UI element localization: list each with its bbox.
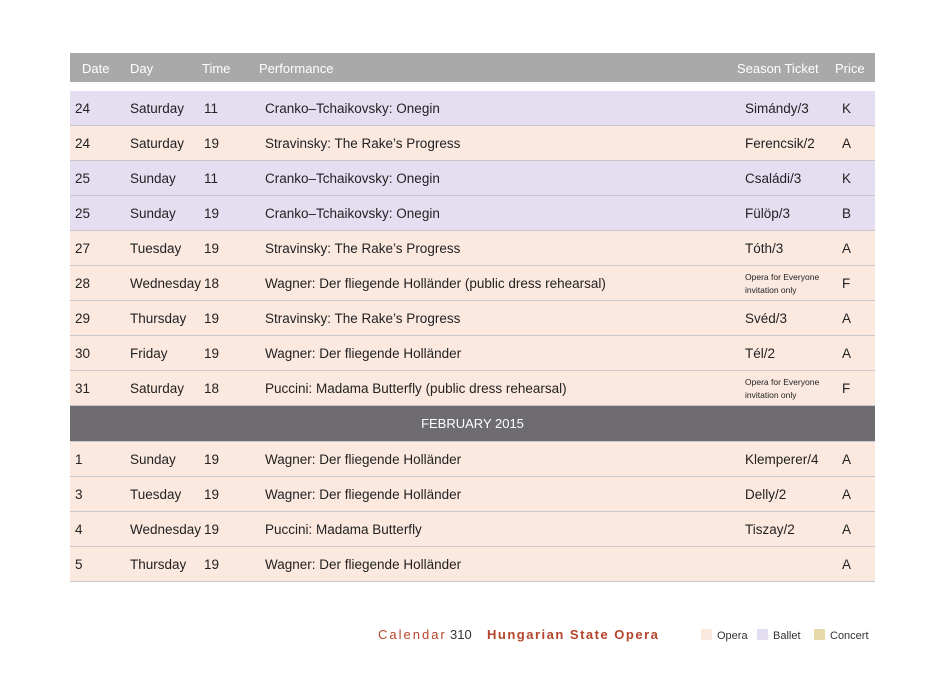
cell-price: A bbox=[842, 487, 852, 502]
cell-date: 4 bbox=[75, 522, 83, 537]
cell-day: Tuesday bbox=[130, 241, 182, 256]
cell-performance: Wagner: Der fliegende Holländer bbox=[265, 346, 462, 361]
cell-day: Sunday bbox=[130, 206, 176, 221]
cell-performance: Cranko–Tchaikovsky: Onegin bbox=[265, 171, 440, 186]
rows-february bbox=[70, 442, 875, 582]
cell-performance: Cranko–Tchaikovsky: Onegin bbox=[265, 101, 440, 116]
table-row bbox=[70, 547, 875, 582]
cell-price: A bbox=[842, 557, 852, 572]
cell-time: 19 bbox=[204, 206, 220, 221]
cell-price: F bbox=[842, 381, 851, 396]
cell-season-ticket: Svéd/3 bbox=[745, 311, 788, 326]
cell-season-ticket: Tél/2 bbox=[745, 346, 776, 361]
cell-day: Thursday bbox=[130, 311, 187, 326]
cell-time: 19 bbox=[204, 346, 220, 361]
cell-price: A bbox=[842, 522, 852, 537]
legend-ballet bbox=[757, 629, 801, 642]
cell-performance: Stravinsky: The Rake’s Progress bbox=[265, 241, 461, 256]
table-row bbox=[70, 336, 875, 371]
cell-time: 19 bbox=[204, 136, 220, 151]
header-date: Date bbox=[82, 61, 110, 76]
cell-season-ticket: Opera for Everyone invitation only bbox=[745, 272, 820, 295]
month-separator: FEBRUARY 2015 bbox=[70, 406, 875, 442]
cell-date: 24 bbox=[75, 101, 91, 116]
header-price: Price bbox=[835, 61, 865, 76]
cell-season-ticket: Ferencsik/2 bbox=[745, 136, 815, 151]
cell-time: 11 bbox=[204, 101, 219, 116]
cell-date: 31 bbox=[75, 381, 91, 396]
cell-price: A bbox=[842, 452, 852, 467]
cell-season-ticket: Tóth/3 bbox=[745, 241, 784, 256]
table-row bbox=[70, 126, 875, 161]
table-row bbox=[70, 231, 875, 266]
legend-ballet-label: Ballet bbox=[773, 630, 801, 642]
cell-price: K bbox=[842, 101, 852, 116]
cell-season-ticket: Simándy/3 bbox=[745, 101, 809, 116]
cell-day: Tuesday bbox=[130, 487, 182, 502]
legend-concert bbox=[814, 629, 869, 642]
cell-performance: Wagner: Der fliegende Holländer bbox=[265, 557, 462, 572]
cell-performance: Stravinsky: The Rake’s Progress bbox=[265, 136, 461, 151]
cell-time: 18 bbox=[204, 381, 220, 396]
footer-page-number: 310 bbox=[450, 627, 472, 642]
cell-time: 11 bbox=[204, 171, 219, 186]
cell-time: 19 bbox=[204, 557, 220, 572]
header-time: Time bbox=[202, 61, 231, 76]
footer-section-title: Calendar bbox=[378, 627, 447, 642]
page-footer bbox=[0, 627, 945, 647]
cell-price: A bbox=[842, 311, 852, 326]
table-row bbox=[70, 196, 875, 231]
table-row bbox=[70, 477, 875, 512]
cell-date: 1 bbox=[75, 452, 83, 467]
cell-season-ticket: Fülöp/3 bbox=[745, 206, 791, 221]
cell-season-ticket: Tiszay/2 bbox=[745, 522, 795, 537]
cell-day: Saturday bbox=[130, 101, 185, 116]
legend-ballet-swatch bbox=[757, 629, 768, 640]
cell-season-ticket: Delly/2 bbox=[745, 487, 787, 502]
cell-date: 29 bbox=[75, 311, 91, 326]
header-season-ticket: Season Ticket bbox=[737, 61, 819, 76]
table-row bbox=[70, 371, 875, 406]
cell-day: Friday bbox=[130, 346, 168, 361]
cell-date: 5 bbox=[75, 557, 83, 572]
cell-day: Sunday bbox=[130, 452, 176, 467]
cell-time: 19 bbox=[204, 452, 220, 467]
cell-performance: Wagner: Der fliegende Holländer bbox=[265, 487, 462, 502]
cell-time: 19 bbox=[204, 311, 220, 326]
cell-date: 30 bbox=[75, 346, 91, 361]
cell-day: Wednesday bbox=[130, 276, 202, 291]
footer-house-name: Hungarian State Opera bbox=[487, 627, 660, 642]
legend-opera-swatch bbox=[701, 629, 712, 640]
cell-time: 19 bbox=[204, 241, 220, 256]
table-row bbox=[70, 161, 875, 196]
cell-time: 19 bbox=[204, 522, 220, 537]
cell-performance: Puccini: Madama Butterfly (public dress rehearsal) bbox=[265, 381, 567, 396]
legend-concert-label: Concert bbox=[830, 630, 869, 642]
cell-day: Thursday bbox=[130, 557, 187, 572]
cell-date: 3 bbox=[75, 487, 83, 502]
cell-date: 27 bbox=[75, 241, 91, 256]
cell-time: 18 bbox=[204, 276, 220, 291]
cell-season-ticket: Opera for Everyone invitation only bbox=[745, 377, 820, 400]
cell-date: 24 bbox=[75, 136, 91, 151]
legend-opera-label: Opera bbox=[717, 630, 748, 642]
cell-season-ticket: Klemperer/4 bbox=[745, 452, 819, 467]
table-header bbox=[70, 53, 875, 85]
cell-date: 25 bbox=[75, 171, 91, 186]
cell-price: F bbox=[842, 276, 851, 291]
schedule-table bbox=[70, 53, 875, 582]
table-row bbox=[70, 512, 875, 547]
cell-day: Saturday bbox=[130, 381, 185, 396]
cell-price: B bbox=[842, 206, 852, 221]
table-row bbox=[70, 442, 875, 477]
table-row bbox=[70, 301, 875, 336]
header-day: Day bbox=[130, 61, 154, 76]
cell-performance: Wagner: Der fliegende Holländer (public dress rehearsal) bbox=[265, 276, 606, 291]
cell-price: A bbox=[842, 346, 852, 361]
cell-date: 28 bbox=[75, 276, 91, 291]
rows-january bbox=[70, 91, 875, 406]
cell-price: A bbox=[842, 136, 852, 151]
cell-time: 19 bbox=[204, 487, 220, 502]
cell-season-ticket: Családi/3 bbox=[745, 171, 802, 186]
cell-day: Wednesday bbox=[130, 522, 202, 537]
header-performance: Performance bbox=[259, 61, 334, 76]
cell-date: 25 bbox=[75, 206, 91, 221]
cell-price: K bbox=[842, 171, 852, 186]
table-row bbox=[70, 91, 875, 126]
cell-performance: Cranko–Tchaikovsky: Onegin bbox=[265, 206, 440, 221]
table-row bbox=[70, 266, 875, 301]
cell-performance: Wagner: Der fliegende Holländer bbox=[265, 452, 462, 467]
cell-day: Sunday bbox=[130, 171, 176, 186]
cell-performance: Puccini: Madama Butterfly bbox=[265, 522, 422, 537]
legend-concert-swatch bbox=[814, 629, 825, 640]
cell-day: Saturday bbox=[130, 136, 185, 151]
cell-price: A bbox=[842, 241, 852, 256]
legend-opera bbox=[701, 629, 748, 642]
cell-performance: Stravinsky: The Rake’s Progress bbox=[265, 311, 461, 326]
